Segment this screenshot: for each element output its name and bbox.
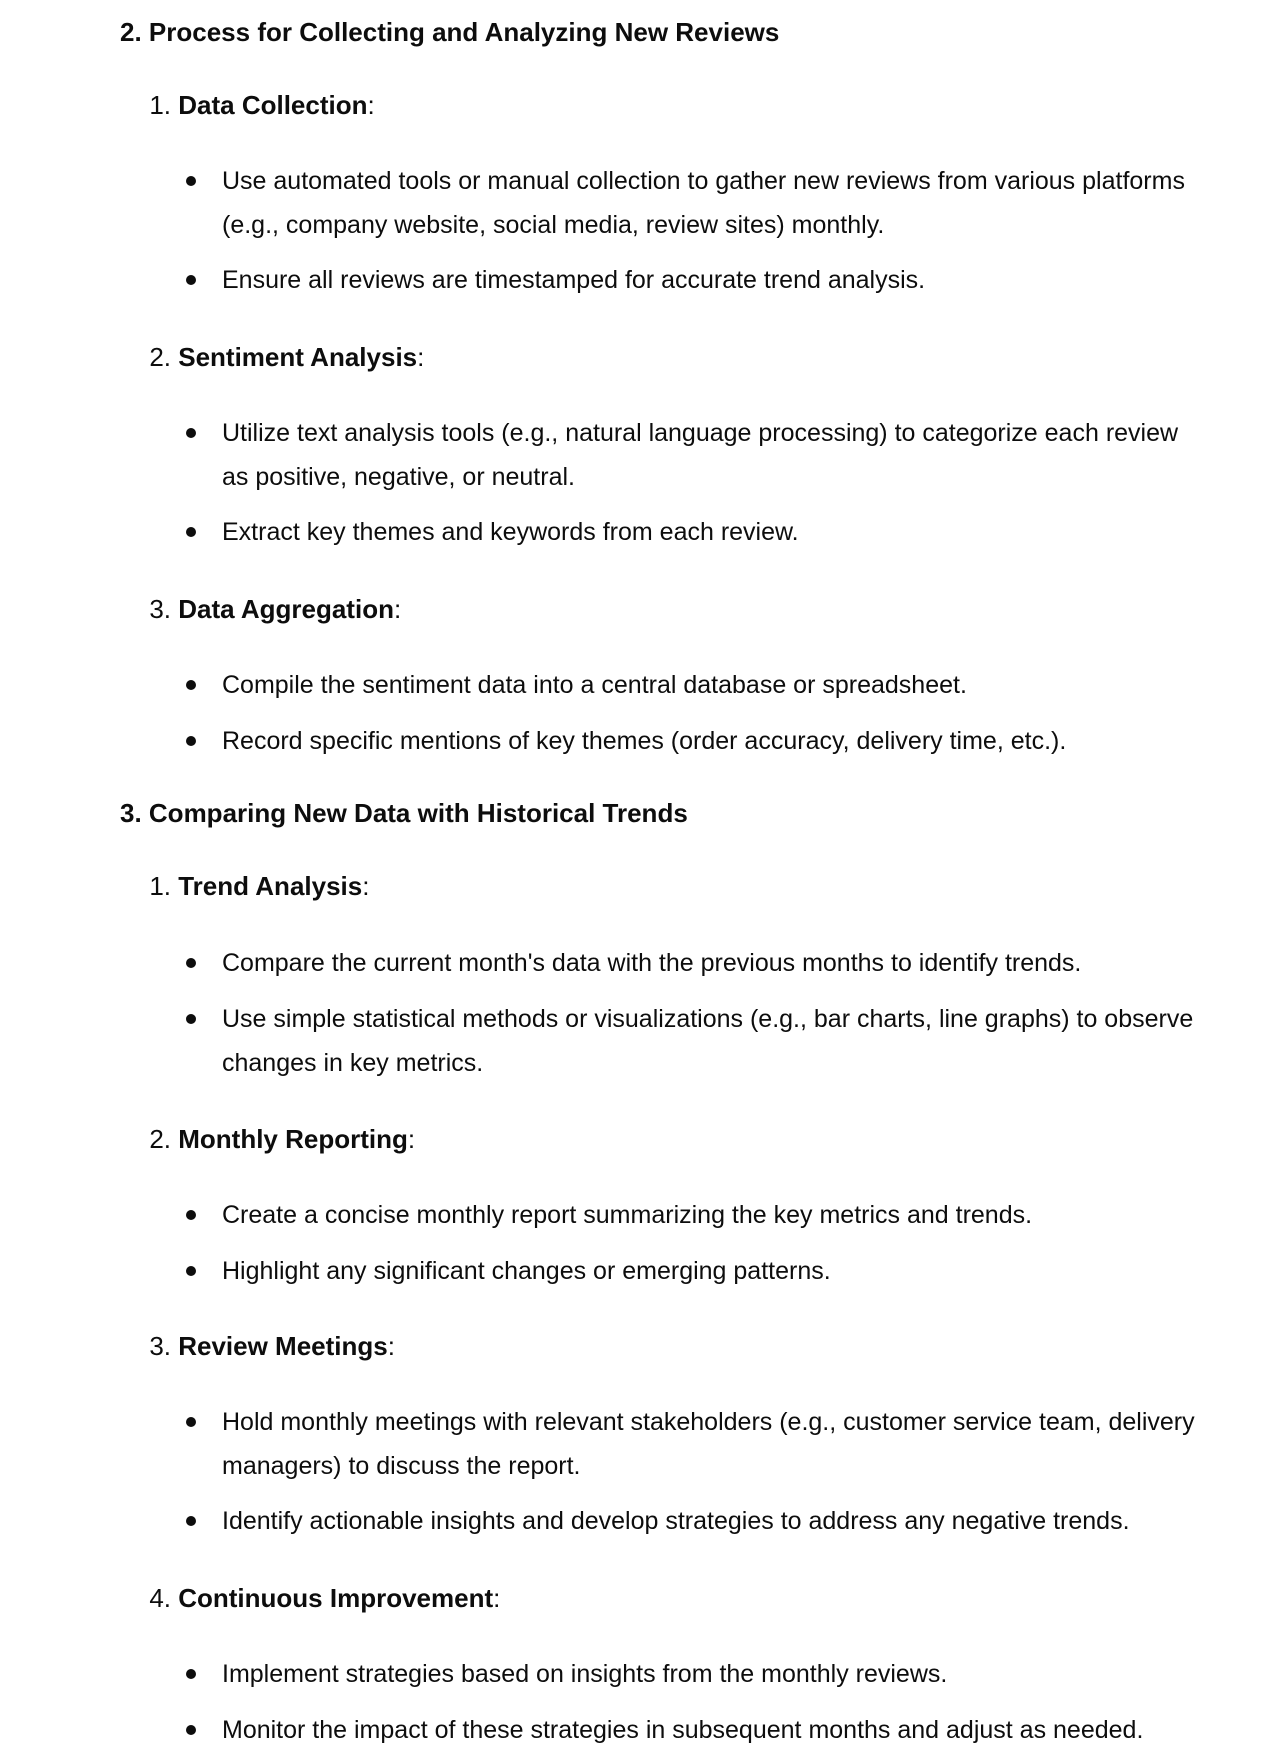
step-title: Review Meetings	[178, 1331, 388, 1361]
step-number: 1.	[149, 90, 171, 120]
list-item	[186, 997, 1206, 1085]
step-title: Data Aggregation	[178, 594, 394, 624]
list-item	[186, 1249, 1206, 1293]
section-heading: 3. Comparing New Data with Historical Trends	[120, 798, 688, 828]
list-item-text: Monitor the impact of these strategies in subsequent months and adjust as needed.	[222, 1716, 1144, 1744]
list-item-text: Utilize text analysis tools (e.g., natural language processing) to categorize each review as positive, negative, or neutral.	[222, 419, 1179, 491]
step-colon: :	[362, 871, 370, 901]
step-heading	[136, 1582, 500, 1614]
bullet-icon	[186, 680, 196, 690]
list-item	[186, 1708, 1206, 1752]
list-item	[186, 719, 1206, 763]
list-item	[186, 1652, 1206, 1696]
bullet-icon	[186, 1417, 196, 1427]
step-colon: :	[407, 1124, 416, 1154]
list-item-text: Use simple statistical methods or visualizations (e.g., bar charts, line graphs) to observe changes in key metrics.	[222, 1005, 1194, 1077]
list-item	[186, 1499, 1206, 1543]
bullet-icon	[186, 736, 196, 746]
list-item	[186, 411, 1206, 499]
bullet-icon	[186, 1014, 196, 1024]
bullet-icon	[186, 1669, 196, 1679]
section-heading: 2. Process for Collecting and Analyzing New Reviews	[120, 17, 780, 47]
list-item-text: Identify actionable insights and develop strategies to address any negative trends.	[222, 1507, 1130, 1535]
step-colon: :	[417, 342, 425, 372]
step-title: Monthly Reporting	[178, 1124, 408, 1154]
step-colon: :	[393, 594, 402, 624]
list-item-text: Implement strategies based on insights from the monthly reviews.	[222, 1660, 948, 1688]
step-heading	[136, 341, 424, 373]
list-item-text: Hold monthly meetings with relevant stakeholders (e.g., customer service team, delivery managers) to discuss the report.	[222, 1408, 1195, 1480]
bullet-icon	[186, 527, 196, 537]
list-item	[186, 941, 1206, 985]
list-item-text: Use automated tools or manual collection to gather new reviews from various platforms (e.g., company website, social media, review sites) monthly.	[222, 167, 1185, 239]
list-item-text: Highlight any significant changes or emerging patterns.	[222, 1257, 831, 1285]
step-number: 1.	[149, 871, 171, 901]
list-item-text: Compare the current month's data with the previous months to identify trends.	[222, 949, 1082, 977]
list-item	[186, 1193, 1206, 1237]
bullet-icon	[186, 275, 196, 285]
bullet-icon	[186, 176, 196, 186]
step-number: 3.	[149, 594, 171, 624]
step-colon: :	[387, 1331, 395, 1361]
bullet-icon	[186, 428, 196, 438]
list-item	[186, 510, 1206, 554]
bullet-icon	[186, 1210, 196, 1220]
step-colon: :	[367, 90, 375, 120]
step-title: Trend Analysis	[178, 871, 363, 901]
bullet-icon	[186, 1516, 196, 1526]
step-number: 2.	[149, 342, 171, 372]
list-item-text: Compile the sentiment data into a central database or spreadsheet.	[222, 671, 967, 699]
step-heading	[136, 1123, 415, 1155]
step-number: 2.	[149, 1124, 171, 1154]
list-item	[186, 258, 1206, 302]
bullet-icon	[186, 1725, 196, 1735]
step-heading	[136, 593, 401, 625]
step-title: Sentiment Analysis	[178, 342, 418, 372]
list-item	[186, 1400, 1206, 1488]
step-number: 3.	[149, 1331, 171, 1361]
step-colon: :	[493, 1583, 501, 1613]
list-item-text: Extract key themes and keywords from each review.	[222, 518, 799, 546]
bullet-icon	[186, 1266, 196, 1276]
step-heading	[136, 1330, 395, 1362]
list-item-text: Ensure all reviews are timestamped for accurate trend analysis.	[222, 266, 926, 294]
list-item	[186, 159, 1206, 247]
step-title: Continuous Improvement	[178, 1583, 494, 1613]
step-heading	[136, 89, 375, 121]
step-title: Data Collection	[178, 90, 368, 120]
list-item-text: Create a concise monthly report summarizing the key metrics and trends.	[222, 1201, 1033, 1229]
bullet-icon	[186, 958, 196, 968]
step-heading	[136, 870, 369, 902]
list-item-text: Record specific mentions of key themes (order accuracy, delivery time, etc.).	[222, 727, 1067, 755]
list-item	[186, 663, 1206, 707]
step-number: 4.	[149, 1583, 171, 1613]
